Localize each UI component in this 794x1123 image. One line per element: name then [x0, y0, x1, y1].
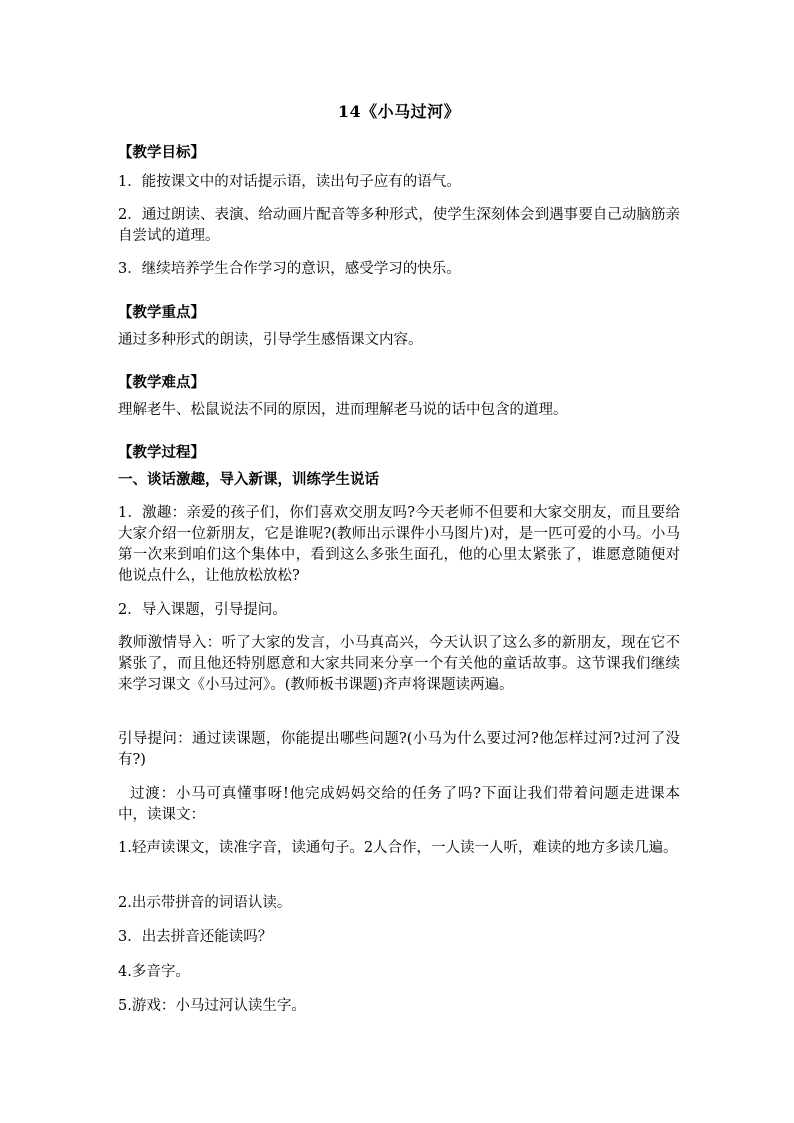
process-heading: 【教学过程】 — [118, 444, 205, 461]
goal-item-2: 2．通过朗读、表演、给动画片配音等多种形式，使学生深刻体会到遇事要自己动脑筋亲自尝试的道理。 — [118, 207, 680, 244]
document-page — [118, 0, 680, 1123]
process-paragraph-6: 1.轻声读课文，读准字音，读通句子。2人合作，一人读一人听，难读的地方多读几遍。 — [118, 840, 678, 856]
goal-item-3: 3．继续培养学生合作学习的意识，感受学习的快乐。 — [118, 261, 461, 277]
process-paragraph-8: 3．出去拼音还能读吗？ — [118, 929, 273, 945]
process-paragraph-9: 4.多音字。 — [118, 964, 190, 980]
process-subheading: 一、谈话激趣，导入新课，训练学生说话 — [118, 471, 379, 488]
process-paragraph-2: 2．导入课题，引导提问。 — [118, 602, 287, 618]
key-points-text: 通过多种形式的朗读，引导学生感悟课文内容。 — [118, 332, 423, 348]
goals-heading: 【教学目标】 — [118, 144, 205, 161]
process-paragraph-1: 1．激趣：亲爱的孩子们，你们喜欢交朋友吗?今天老师不但要和大家交朋友，而且要给大家介绍一位新朋友，它是谁呢?(教师出示课件小马图片)对，是一匹可爱的小马。小马第一次来到咱们这个集体中，看到这么多张生面孔，他的心里太紧张了，谁愿意随便对他说点什么，让他放松放松? — [118, 505, 680, 584]
process-paragraph-7: 2.出示带拼音的词语认读。 — [118, 895, 292, 911]
difficulties-heading: 【教学难点】 — [118, 374, 205, 391]
process-paragraph-10: 5.游戏：小马过河认读生字。 — [118, 998, 306, 1014]
difficulties-text: 理解老牛、松鼠说法不同的原因，进而理解老马说的话中包含的道理。 — [118, 402, 568, 418]
page-title: 14《小马过河》 — [337, 102, 461, 121]
key-points-heading: 【教学重点】 — [118, 304, 205, 321]
process-paragraph-5: 过渡：小马可真懂事呀!他完成妈妈交给的任务了吗?下面让我们带着问题走进课本中，读课文： — [118, 786, 680, 823]
goal-item-1: 1．能按课文中的对话提示语，读出句子应有的语气。 — [118, 174, 461, 190]
process-paragraph-4: 引导提问：通过读课题，你能提出哪些问题?(小马为什么要过河?他怎样过河?过河了没有?) — [118, 731, 680, 768]
process-paragraph-3: 教师激情导入：听了大家的发言，小马真高兴，今天认识了这么多的新朋友，现在它不紧张了，而且他还特别愿意和大家共同来分享一个有关他的童话故事。这节课我们继续来学习课文《小马过河》。(教师板书课题)齐声将课题读两遍。 — [118, 635, 680, 693]
